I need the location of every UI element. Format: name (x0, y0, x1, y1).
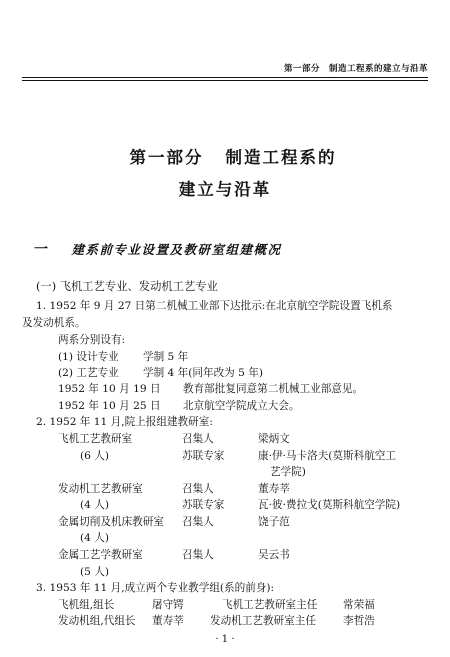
paragraph-1-line-1: 1. 1952 年 9 月 27 日第二机械工业部下达批示:在北京航空学院设置飞机系 (36, 300, 393, 312)
setup-intro: 两系分别设有: (58, 334, 126, 346)
room-name: 金属切削及机床教研室 (58, 516, 164, 528)
paragraph-1-line-2: 及发动机系。 (22, 317, 86, 329)
section-heading (34, 239, 282, 259)
room-person: 吴云书 (258, 549, 290, 561)
group-room: 发动机工艺教研室主任 (210, 615, 316, 627)
room-count: (4 人) (80, 532, 109, 544)
room-role: 苏联专家 (182, 450, 225, 462)
group-name: 飞机组,组长 (58, 599, 115, 611)
room-role: 苏联专家 (182, 499, 225, 511)
setup-item-1-label: (1) 设计专业 (58, 351, 119, 363)
event-1-date: 1952 年 10 月 19 日 (58, 383, 161, 395)
room-person: 饶子范 (258, 516, 290, 528)
room-role: 召集人 (182, 516, 214, 528)
room-name: 飞机工艺教研室 (58, 433, 133, 445)
group-director: 常荣福 (343, 599, 375, 611)
room-count: (6 人) (80, 450, 109, 462)
room-name: 发动机工艺教研室 (58, 483, 143, 495)
group-leader: 董寿莘 (152, 615, 184, 627)
room-person: 梁炳文 (258, 433, 290, 445)
chapter-part-label: 第一部分 (129, 148, 204, 167)
setup-item-1-value: 学制 5 年 (143, 351, 189, 363)
running-header: 第一部分 制造工程系的建立与沿革 (283, 64, 428, 74)
room-person: 瓦·彼·费拉戈(莫斯科航空学院) (258, 499, 401, 511)
chapter-title-line-1 (0, 144, 450, 168)
section-number: 一 (34, 242, 50, 258)
group-director: 李哲浩 (343, 615, 375, 627)
room-role: 召集人 (182, 549, 214, 561)
paragraph-3: 3. 1953 年 11 月,成立两个专业教学组(系的前身): (36, 582, 275, 594)
paragraph-2: 2. 1952 年 11 月,院上报组建教研室: (36, 416, 213, 428)
event-2-text: 北京航空学院成立大会。 (183, 400, 300, 412)
room-count: (5 人) (80, 566, 109, 578)
header-rule-thin (22, 80, 428, 81)
setup-item-2-value: 学制 4 年(同年改为 5 年) (143, 367, 263, 379)
room-role: 召集人 (182, 483, 214, 495)
group-leader: 屠守锷 (152, 599, 184, 611)
event-2-date: 1952 年 10 月 25 日 (58, 400, 161, 412)
room-count: (4 人) (80, 499, 109, 511)
chapter-title-main: 制造工程系的 (225, 148, 337, 167)
group-room: 飞机工艺教研室主任 (222, 599, 318, 611)
room-role: 召集人 (182, 433, 214, 445)
subsection-heading: (一) 飞机工艺专业、发动机工艺专业 (36, 280, 218, 293)
room-person: 康·伊·马卡洛夫(莫斯科航空工 (258, 450, 396, 462)
group-name: 发动机组,代组长 (58, 615, 136, 627)
room-name: 金属工艺学教研室 (58, 549, 143, 561)
setup-item-2-label: (2) 工艺专业 (58, 367, 119, 379)
event-1-text: 教育部批复同意第二机械工业部意见。 (183, 383, 364, 395)
page-number: · 1 · (215, 634, 235, 645)
header-rule (22, 77, 428, 78)
room-person-continued: 艺学院) (270, 466, 306, 478)
chapter-title-line-2: 建立与沿革 (178, 180, 272, 199)
room-person: 董寿莘 (258, 483, 290, 495)
section-heading-text: 建系前专业设置及教研室组建概况 (71, 242, 282, 257)
